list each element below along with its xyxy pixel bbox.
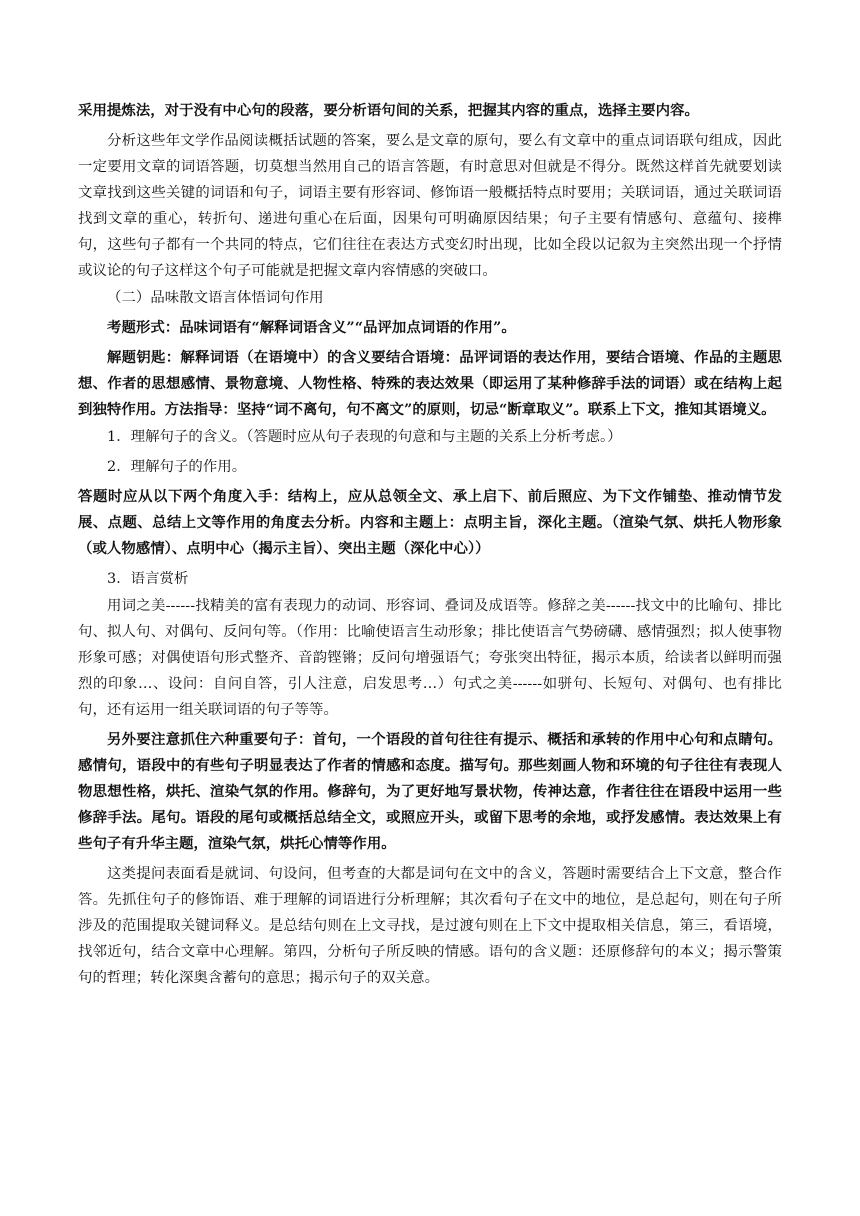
list-item-3: 3．语言赏析 bbox=[107, 571, 189, 587]
paragraph-question-form: 考题形式：品味词语有“解释词语含义”“品评加点词语的作用”。 bbox=[107, 319, 516, 336]
section-heading-language: （二）品味散文语言体悟词句作用 bbox=[107, 290, 324, 306]
list-item-1: 1．理解句子的含义。（答题时应从句子表现的句意和与主题的关系上分析考虑。） bbox=[107, 429, 622, 445]
paragraph-summary-method: 采用提炼法，对于没有中心句的段落，要分析语句间的关系，把握其内容的重点，选择主要内容。 bbox=[78, 102, 699, 119]
paragraph-answer-approach: 这类提问表面看是就词、句设问，但考查的大都是词句在文中的含义，答题时需要结合上下文意，整合作答。先抓住句子的修饰语、难于理解的词语进行分析理解；其次看句子在文中的地位，是总起句，则在句子所涉及的范围提取关键词释义。是总结句则在上文寻找，是过渡句则在上下文中提取相关信息，第三，看语境，找邻近句，结合文章中心理解。第四，分析句子所反映的情感。语句的含义题：还原修辞句的本义；揭示警策句的哲理；转化深奥含蓄句的意思；揭示句子的双关意。 bbox=[78, 866, 782, 986]
paragraph-summary-analysis: 分析这些年文学作品阅读概括试题的答案，要么是文章的原句，要么有文章中的重点词语联句组成，因此一定要用文章的词语答题，切莫想当然用自己的语言答题，有时意思对但就是不得分。既然这样首先就要划读文章找到这些关键的词语和句子，词语主要有形容词、修饰语一般概括特点时要用；关联词语，通过关联词语找到文章的重心，转折句、递进句重心在后面，因果句可明确原因结果；句子主要有情感句、意蕴句、接榫句，这些句子都有一个共同的特点，它们往往在表达方式变幻时出现，比如全段以记叙为主突然出现一个抒情或议论的句子这样这个句子可能就是把握文章内容情感的突破口。 bbox=[78, 133, 782, 279]
paragraph-solution-key: 解题钥匙：解释词语（在语境中）的含义要结合语境：品评词语的表达作用，要结合语境、作品的主题思想、作者的思想感情、景物意境、人物性格、特殊的表达效果（即运用了某种修辞手法的词语）或在结构上起到独特作用。方法指导：坚持“词不离句，句不离文”的原则，切忌“断章取义”。联系上下文，推知其语境义。 bbox=[78, 349, 782, 418]
paragraph-answer-angles: 答题时应从以下两个角度入手：结构上，应从总领全文、承上启下、前后照应、为下文作铺垫、推动情节发展、点题、总结上文等作用的角度去分析。内容和主题上：点明主旨，深化主题。（渲染气氛、烘托人物形象（或人物感情）、点明中心（揭示主旨）、突出主题（深化中心）） bbox=[78, 488, 782, 557]
paragraph-six-sentences: 另外要注意抓住六种重要句子：首句，一个语段的首句往往有提示、概括和承转的作用中心句和点睛句。感情句，语段中的有些句子明显表达了作者的情感和态度。描写句。那些刻画人物和环境的句子往往有表现人物思想性格，烘托、渲染气氛的作用。修辞句，为了更好地写景状物，传神达意，作者往往在语段中运用一些修辞手法。尾句。语段的尾句或概括总结全文，或照应开头，或留下思考的余地，或抒发感情。表达效果上有些句子有升华主题，渲染气氛，烘托心情等作用。 bbox=[78, 731, 782, 852]
list-item-2: 2．理解句子的作用。 bbox=[107, 459, 247, 475]
paragraph-language-appreciation: 用词之美------找精美的富有表现力的动词、形容词、叠词及成语等。修辞之美------找文中的比喻句、排比句、拟人句、对偶句、反问句等。（作用：比喻使语言生动形象；排比使语言气势磅礴、感情强烈；拟人使事物形象可感；对偶使语句形式整齐、音韵铿锵；反问句增强语气；夸张突出特征，揭示本质，给读者以鲜明而强烈的印象…、设问：自问自答，引人注意，启发思考…）句式之美------如骈句、长短句、对偶句、也有排比句，还有运用一组关联词语的句子等等。 bbox=[78, 598, 782, 718]
